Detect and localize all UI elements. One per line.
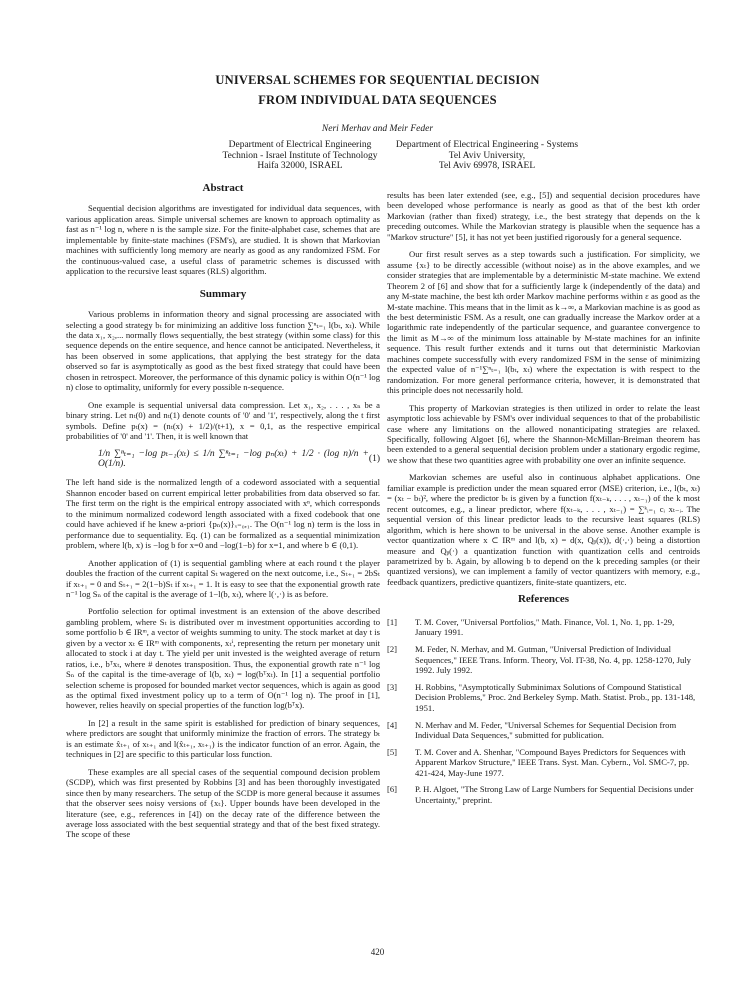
affiliation-line: Tel Aviv University, <box>448 150 526 161</box>
abstract-text: Sequential decision algorithms are investigated for individual data sequences, with various application areas. Simple universal schemes are known to approach optimality as fast as n⁻¹ log n, where n is the sample size. For the finite-alphabet case, schemes that are implementable by finite-state machines (FSM's), are studied. It is shown that Markovian machines with sufficiently long memory are nearly as good as any randomized FSM. For the continuous-valued case, a useful class of parametric schemes is discussed with application to the recursive least squares (RLS) algorithm. <box>66 203 380 277</box>
reference-text: N. Merhav and M. Feder, "Universal Schemes for Sequential Decision from Individual Data Sequences," submitted for publication. <box>415 719 677 741</box>
reference-item <box>387 644 700 676</box>
right-column <box>387 190 700 812</box>
summary-paragraph: Portfolio selection for optimal investment is an extension of the above described gambling problem, where Sₜ is distributed over m investment opportunities according to some portfolio b ∈ IRᵐ, a vector of weights summing to unity. The stock market at day t is given by a vector xₜ ∈ IRᵐ with components, xₜⁱ, representing the return per monetary unit allocated to stock i at day t. The yield per unit invested is the weighted average of return ratios, i.e., bᵀxₜ, where # denotes transposition. Thus, the exponential growth rate n⁻¹ log Sₙ of the capital is the time-average of l(b, xₜ) = log(bᵀxₜ). In [1] a sequential portfolio selection scheme is proposed for bounded market vector sequences, which is again as good as the optimal fixed investment policy up to a term of O(n⁻¹ log n). The proof in [1], however, relies heavily on special properties of the function log(bᵀx). <box>66 606 380 711</box>
body-paragraph: This property of Markovian strategies is then utilized in order to relate the least asymptotic loss achievable by FSM's over individual sequences to that of the probabilistic case where any limitations on the allowed nonanticipating strategies are relaxed. Specifically, following Algoet [6], where the Shannon-McMillan-Breiman theorem has been extended to a general sequential decision problem under a stationary ergodic regime, we show that these two quantities agree with probability one over an infinite sequence. <box>387 402 700 465</box>
body-paragraph: Markovian schemes are useful also in continuous alphabet applications. One familiar example is prediction under the mean squared error (MSE) criterion, i.e., l(bₜ, xₜ) = (xₜ − bₜ)², where the predictor bₜ is given by a function f(xₜ₋ₖ, . . . , xₜ₋₁) of the k most recent outcomes, e.g., a linear predictor, where f(xₜ₋ₖ, . . . , xₜ₋₁) = ∑ᵏᵢ₌₁ cᵢ xₜ₋ᵢ. The sequential version of this linear predictor leads to the recursive least squares (RLS) algorithm, which is here shown to be universal in the above sense. Another example is vector quantization where x ⊂ IRᵐ and l(b, x) = d(x, Qᵦ(x)), d(·,·) being a distortion measure and Qᵦ(·) a quantization function with quantization cells and centroids parametrized by b. Again, by allowing b to depend on the k preceding samples (or their quantized versions), we can implement a family of vector quantizers with memory, e.g., feedback quantizers, predictive quantizers, finite-state quantizers, etc. <box>387 472 700 587</box>
reference-text: P. H. Algoet, "The Strong Law of Large Numbers for Sequential Decisions under Uncertainty," preprint. <box>415 784 694 806</box>
summary-paragraph: In [2] a result in the same spirit is established for prediction of binary sequences, where predictors are sought that uniformly minimize the fraction of errors. The strategy bₜ is an estimate x̂ₜ₊₁ of xₜ₊₁ and l(x̂ₜ₊₁, xₜ₊₁) is the indicator function of an error. Again, the techniques in [2] are specific to this particular loss function. <box>66 717 380 760</box>
equation-body: 1/n ∑ⁿₜ₌₁ −log pₜ₋₁(xₜ) ≤ 1/n ∑ⁿₜ₌₁ −log pₙ(xₜ) + 1/2 · (log n)/n + O(1/n). <box>98 448 369 469</box>
body-paragraph: results has been later extended (see, e.g., [5]) and sequential decision procedures have been developed whose performance is nearly as good as that of the best kth order Markovian (rather than fixed) strategy, i.e., the best strategy that depends on the k preceding outcomes. While the Markovian strategy is plausible when the sequence has a "Markov structure" [5], it has not yet been justified rigorously for a general sequence. <box>387 190 700 242</box>
summary-paragraph: These examples are all special cases of the sequential compound decision problem (SCDP), which was first presented by Robbins [3] and has been thoroughly investigated since then by many researchers. The setup of the SCDP is more general because it assumes that the observer sees noisy versions of {xₜ}. Upper bounds have been developed in the literature (see, e.g., references in [4]) on the decay rate of the difference between the average loss associated with the best sequential strategy and that of the best fixed strategy. The scope of these <box>66 766 380 840</box>
references-heading: References <box>517 593 570 606</box>
paper-title-line1: UNIVERSAL SCHEMES FOR SEQUENTIAL DECISION <box>215 73 540 87</box>
left-column <box>66 183 380 847</box>
paper-title-line2: FROM INDIVIDUAL DATA SEQUENCES <box>258 93 497 107</box>
summary-paragraph: Various problems in information theory and signal processing are associated with selecting a good strategy bₜ for minimizing an additive loss function ∑ⁿₜ₌₁ l(bₜ, xₜ). While the data x₁, x₂,... normally flows sequentially, the best strategy (within some class) for this sequence depends on the entire sequence, and hence cannot be anticipated. Nevertheless, it has been observed in some applications, that applying the best strategy for the data observed so far is asymptotically as good as the best fixed strategy that could have been chosen in retrospect. Moreover, the performance of this dynamic policy is within O(n⁻¹ log n) close to optimality, uniformly for every possible n-sequence. <box>66 309 380 393</box>
summary-heading: Summary <box>199 287 247 300</box>
reference-item <box>387 747 700 779</box>
reference-number: [3] <box>387 681 398 692</box>
body-paragraph: Our first result serves as a step towards such a justification. For simplicity, we assume {xₜ} to be directly accessible (without noise) as in the above examples, and we consider strategies that are implementable by a deterministic M-state machine. We extend Theorem 2 of [6] and show that for a sufficiently large k (independently of the data) and any M-state machine, the best kth order Markov machine performs within ε as good as the M-state machine. This means that in the limit as k→∞, a Markovian machine is as good as the best deterministic FSM. As a result, one can gradually increase the Markov order at a logarithmic rate independently of the particular sequence, and guarantee convergence to the limit as M→∞ of the minimum loss attainable by M-state machines for an infinite sequence. This result further extends and it turns out that deterministic Markovian machines compete successfully with every randomized FSM in the sense of minimizing the expected value of n⁻¹∑ⁿₜ₌₁ l(bₜ, xₜ) where the expectation is with respect to the randomization. For more general performance criteria, however, it is demonstrated that this principle does not necessarily hold. <box>387 249 700 396</box>
reference-item <box>387 784 700 805</box>
summary-paragraph: The left hand side is the normalized length of a codeword associated with a sequential Shannon encoder based on current empirical letter probabilities from data observed so far. The first term on the right is the empirical entropy associated with xⁿ, which corresponds to the minimum normalized codeword length associated with a fixed codebook that one could have achieved if he knew a-priori {pₙ(x)}ₓ₌₀,₁. The O(n⁻¹ log n) term is the loss in performance due to sequentiality. Eq. (1) can be formalized as a sequential minimization problem, where l(b, x) is −log b for x=0 and −log(1−b) for x=1, and where b ∈ (0,1). <box>66 477 380 551</box>
reference-number: [6] <box>387 784 398 795</box>
reference-number: [4] <box>387 719 398 730</box>
abstract-heading: Abstract <box>202 182 244 194</box>
page-number: 420 <box>370 947 385 957</box>
reference-item <box>387 617 700 638</box>
reference-number: [1] <box>387 616 398 627</box>
affiliation-technion <box>200 140 400 172</box>
summary-paragraph: One example is sequential universal data compression. Let x₁, x₂, . . . , xₙ be a binary string. Let nₜ(0) and nₜ(1) denote counts of '0' and '1', respectively, along the t first symbols. Define pₜ(x) = (nₜ(x) + 1/2)/(t+1), x = 0,1, as the respective empirical probabilities of '0' and '1'. Then, it is well known that <box>66 399 380 442</box>
reference-number: [2] <box>387 643 398 654</box>
affiliation-line: Technion - Israel Institute of Technology <box>222 150 378 161</box>
reference-item <box>387 682 700 714</box>
reference-item <box>387 720 700 741</box>
affiliation-line: Department of Electrical Engineering - Systems <box>395 140 579 150</box>
affiliation-line: Department of Electrical Engineering <box>228 140 372 150</box>
reference-text: T. M. Cover and A. Shenhar, "Compound Bayes Predictors for Sequences with Apparent Markov Structure," IEEE Trans. Syst. Man. Cybern., Vol. SMC-7, pp. 421-424, May-June 1977. <box>415 746 690 778</box>
affiliation-line: Haifa 32000, ISRAEL <box>257 161 343 171</box>
affiliation-tel-aviv <box>382 140 592 172</box>
reference-text: T. M. Cover, "Universal Portfolios," Math. Finance, Vol. 1, No. 1, pp. 1-29, January 1991. <box>415 616 675 638</box>
affiliation-line: Tel Aviv 69978, ISRAEL <box>438 161 536 171</box>
reference-text: M. Feder, N. Merhav, and M. Gutman, "Universal Prediction of Individual Sequences," IEEE Trans. Inform. Theory, Vol. IT-38, No. 4, pp. 1258-1270, July 1992. July 1992. <box>415 643 691 676</box>
summary-paragraph: Another application of (1) is sequential gambling where at each round t the player doubles the fraction of the current capital Sₜ wagered on the next outcome, i.e., Sₜ₊₁ = 2bSₜ if xₜ₊₁ = 0 and Sₜ₊₁ = 2(1−b)Sₜ if xₜ₊₁ = 1. It is easy to see that the exponential growth rate n⁻¹ log Sₙ of the capital is the average of 1−l(b, xₜ), where l(·,·) is as before. <box>66 557 380 599</box>
equation-1 <box>66 449 380 470</box>
reference-text: H. Robbins, "Asymptotically Subminimax Solutions of Compound Statistical Decision Problems," Proc. 2nd Berkeley Symp. Math. Statist. Prob., pp. 131-148, 1951. <box>415 681 696 713</box>
authors: Neri Merhav and Meir Feder <box>321 124 434 134</box>
references-section <box>387 594 700 805</box>
reference-number: [5] <box>387 746 398 757</box>
equation-number: (1) <box>368 453 380 464</box>
